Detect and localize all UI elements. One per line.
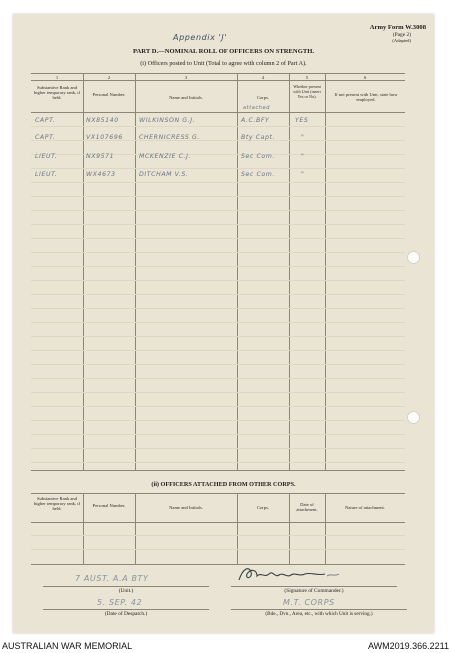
header-present: Whether present with Unit (insert Yes or No). xyxy=(293,84,321,99)
corps-prefill-note: attached xyxy=(243,105,271,111)
row-present: YES xyxy=(295,117,309,124)
punch-hole-upper xyxy=(407,251,420,264)
row-rank: LIEUT. xyxy=(35,153,58,160)
attached-table-top xyxy=(31,493,405,494)
attached-header-nature: Nature of attachment. xyxy=(345,505,385,510)
handwritten-appendix-note: Appendix 'J' xyxy=(173,33,228,42)
part-d-title: PART D.—NOMINAL ROLL OF OFFICERS ON STRENGTH. xyxy=(133,48,314,55)
row-corps: A.C.BFY xyxy=(241,117,270,124)
despatch-date-value: 5. SEP. 42 xyxy=(97,598,143,607)
col-divider-2 xyxy=(135,73,136,470)
row-name: WILKINSON G.J. xyxy=(139,117,196,124)
table-top-border xyxy=(31,73,405,74)
row-present: " xyxy=(301,153,305,160)
attached-table-bottom xyxy=(31,564,405,565)
unit-label: (Unit.) xyxy=(118,588,134,594)
row-corps: Sec Com. xyxy=(241,153,276,160)
attached-header-rank: Substantive Rank and higher temporary rank, if held. xyxy=(33,496,81,512)
attached-officers-title: (ii) OFFICERS ATTACHED FROM OTHER CORPS. xyxy=(151,481,296,488)
row-rank: CAPT. xyxy=(35,117,56,124)
header-corps: Corps. xyxy=(256,95,270,100)
attached-header-number: Personal Number. xyxy=(92,503,126,508)
attached-header-corps: Corps. xyxy=(256,505,270,510)
row-corps: Bty Capt. xyxy=(241,134,276,141)
col-divider-3 xyxy=(237,73,238,470)
commander-signature xyxy=(235,564,345,586)
row-number: NX9571 xyxy=(86,153,115,160)
row-corps: Sec Com. xyxy=(241,171,276,178)
row-present: " xyxy=(301,171,305,178)
punch-hole-lower xyxy=(407,411,420,424)
attached-header-name: Name and Initials. xyxy=(169,505,203,510)
attached-header-bottom xyxy=(31,522,405,523)
col-divider-5 xyxy=(325,73,326,470)
archive-reference: AWM2019.366.2211 xyxy=(367,641,449,651)
form-page xyxy=(13,14,434,633)
area-value: M.T. CORPS xyxy=(283,598,335,607)
col-divider-1 xyxy=(83,73,84,470)
header-bottom-border xyxy=(31,112,405,113)
unit-value: 7 AUST. A.A BTY xyxy=(75,574,149,583)
signature-label: (Signature of Commander.) xyxy=(284,588,344,594)
posted-officers-subtitle: (i) Officers posted to Unit (Total to agree with column 2 of Part A). xyxy=(140,60,307,67)
col-divider-4 xyxy=(289,73,290,470)
area-label: (Bde., Dvn., Area, etc., with which Unit is serving.) xyxy=(265,611,373,617)
col-number-6: 6 xyxy=(363,75,367,80)
despatch-date-label: (Date of Despatch.) xyxy=(104,611,148,617)
row-present: " xyxy=(301,134,305,141)
attached-header-date: Date of attachment. xyxy=(296,502,318,513)
form-adapted: (Adapted) xyxy=(392,38,411,43)
row-number: VX107696 xyxy=(86,134,123,141)
form-page: (Page 2) xyxy=(392,32,411,38)
header-personal-number: Personal Number. xyxy=(92,92,126,97)
row-number: WX4673 xyxy=(86,171,116,178)
row-name: DITCHAM V.S. xyxy=(139,171,189,178)
archive-credit: AUSTRALIAN WAR MEMORIAL xyxy=(2,641,133,651)
row-name: MCKENZIE C.J. xyxy=(139,153,192,160)
row-rank: CAPT. xyxy=(35,134,56,141)
col-number-5: 5 xyxy=(305,75,309,80)
row-name: CHERNICRESS G. xyxy=(139,134,200,141)
header-employment: If not present with Unit, state how employed. xyxy=(334,92,398,103)
table-bottom-border xyxy=(31,470,405,471)
col-number-1: 1 xyxy=(55,75,59,80)
row-number: NX85140 xyxy=(86,117,119,124)
col-number-3: 3 xyxy=(184,75,188,80)
row-rank: LIEUT. xyxy=(35,171,58,178)
header-rank: Substantive Rank and higher temporary rank, if held. xyxy=(33,85,81,101)
col-number-2: 2 xyxy=(107,75,111,80)
header-name: Name and Initials. xyxy=(169,95,203,100)
form-id: Army Form W.3008 xyxy=(369,24,426,31)
col-number-4: 4 xyxy=(261,75,265,80)
